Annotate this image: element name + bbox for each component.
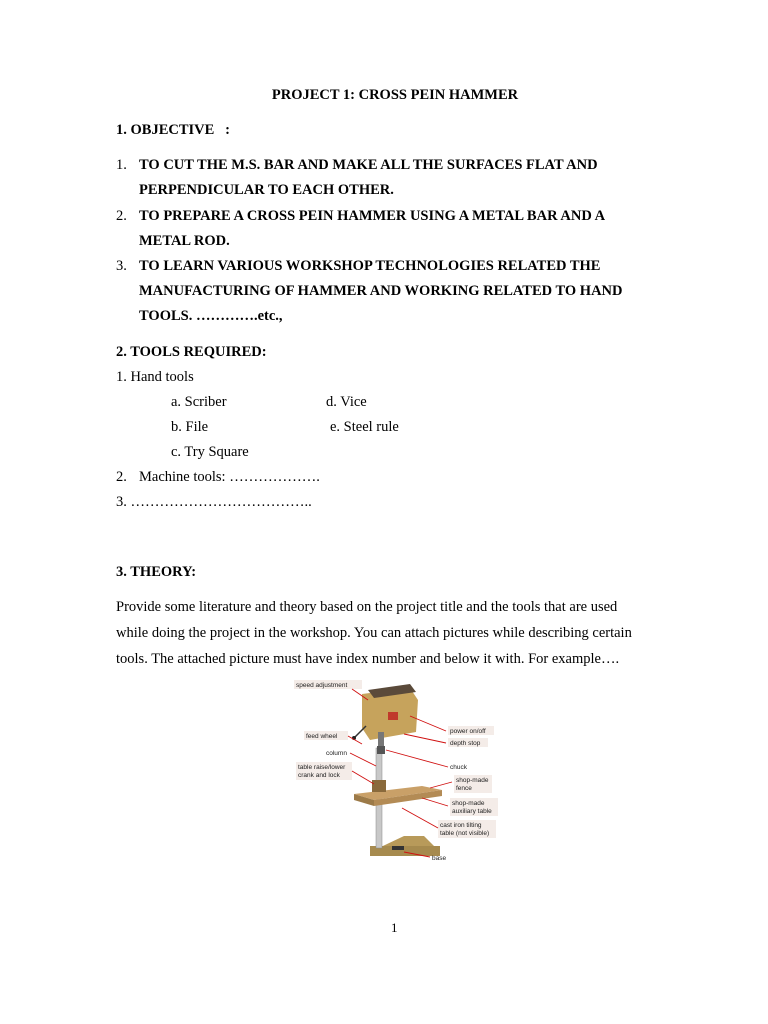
- objective-2-line-1: TO PREPARE A CROSS PEIN HAMMER USING A METAL BAR AND A: [139, 208, 606, 224]
- objective-3-line-3: TOOLS. ………….etc.,: [139, 308, 283, 324]
- theory-heading: 3. THEORY:: [116, 564, 197, 580]
- tool-scriber: a. Scriber: [171, 394, 227, 410]
- objective-1-line-1: TO CUT THE M.S. BAR AND MAKE ALL THE SURFACES FLAT AND: [139, 157, 598, 173]
- objective-3-line-2: MANUFACTURING OF HAMMER AND WORKING RELATED TO HAND: [139, 283, 623, 299]
- page-number: 1: [391, 920, 398, 935]
- label-fence-2: fence: [456, 785, 472, 792]
- objective-1-line-2: PERPENDICULAR TO EACH OTHER.: [139, 182, 394, 198]
- label-column: column: [326, 750, 347, 757]
- objective-num-1: 1.: [116, 157, 127, 173]
- theory-line-3: tools. The attached picture must have index number and below it with. For example….: [116, 651, 620, 667]
- theory-line-2: while doing the project in the workshop. You can attach pictures while describing certain: [116, 625, 632, 641]
- label-chuck: chuck: [450, 764, 467, 771]
- machine-tools-num: 2.: [116, 469, 127, 485]
- objective-3-line-1: TO LEARN VARIOUS WORKSHOP TECHNOLOGIES RELATED THE: [139, 258, 601, 274]
- label-aux-1: shop-made: [452, 800, 485, 807]
- tool-steel-rule: e. Steel rule: [330, 419, 399, 435]
- machine-tools-label: Machine tools: ……………….: [139, 469, 320, 485]
- theory-line-1: Provide some literature and theory based on the project title and the tools that are used: [116, 599, 618, 615]
- objective-num-3: 3.: [116, 258, 127, 274]
- label-table-raise: table raise/lower: [298, 764, 346, 771]
- tool-file: b. File: [171, 419, 209, 435]
- tool-try-square: c. Try Square: [171, 444, 249, 460]
- hand-tools-label: 1. Hand tools: [116, 369, 194, 385]
- objective-num-2: 2.: [116, 208, 127, 224]
- label-crank-lock: crank and lock: [298, 772, 340, 779]
- tool-vice: d. Vice: [326, 394, 367, 410]
- label-aux-2: auxiliary table: [452, 808, 492, 815]
- label-feed-wheel: feed wheel: [306, 733, 338, 740]
- drill-press-figure: [292, 676, 504, 872]
- label-base: base: [432, 855, 447, 862]
- page-title: PROJECT 1: CROSS PEIN HAMMER: [271, 87, 519, 103]
- tools-heading: 2. TOOLS REQUIRED:: [116, 344, 267, 360]
- label-speed-adjustment: speed adjustment: [296, 682, 348, 689]
- tools-item-3: 3. ………………………………..: [116, 494, 312, 510]
- objective-heading: 1. OBJECTIVE :: [116, 122, 231, 138]
- label-cast-iron-2: table (not visible): [440, 830, 490, 837]
- label-power: power on/off: [450, 728, 486, 735]
- objective-2-line-2: METAL ROD.: [139, 233, 230, 249]
- label-depth-stop: depth stop: [450, 740, 481, 747]
- label-fence-1: shop-made: [456, 777, 489, 784]
- label-cast-iron-1: cast iron tilting: [440, 822, 482, 829]
